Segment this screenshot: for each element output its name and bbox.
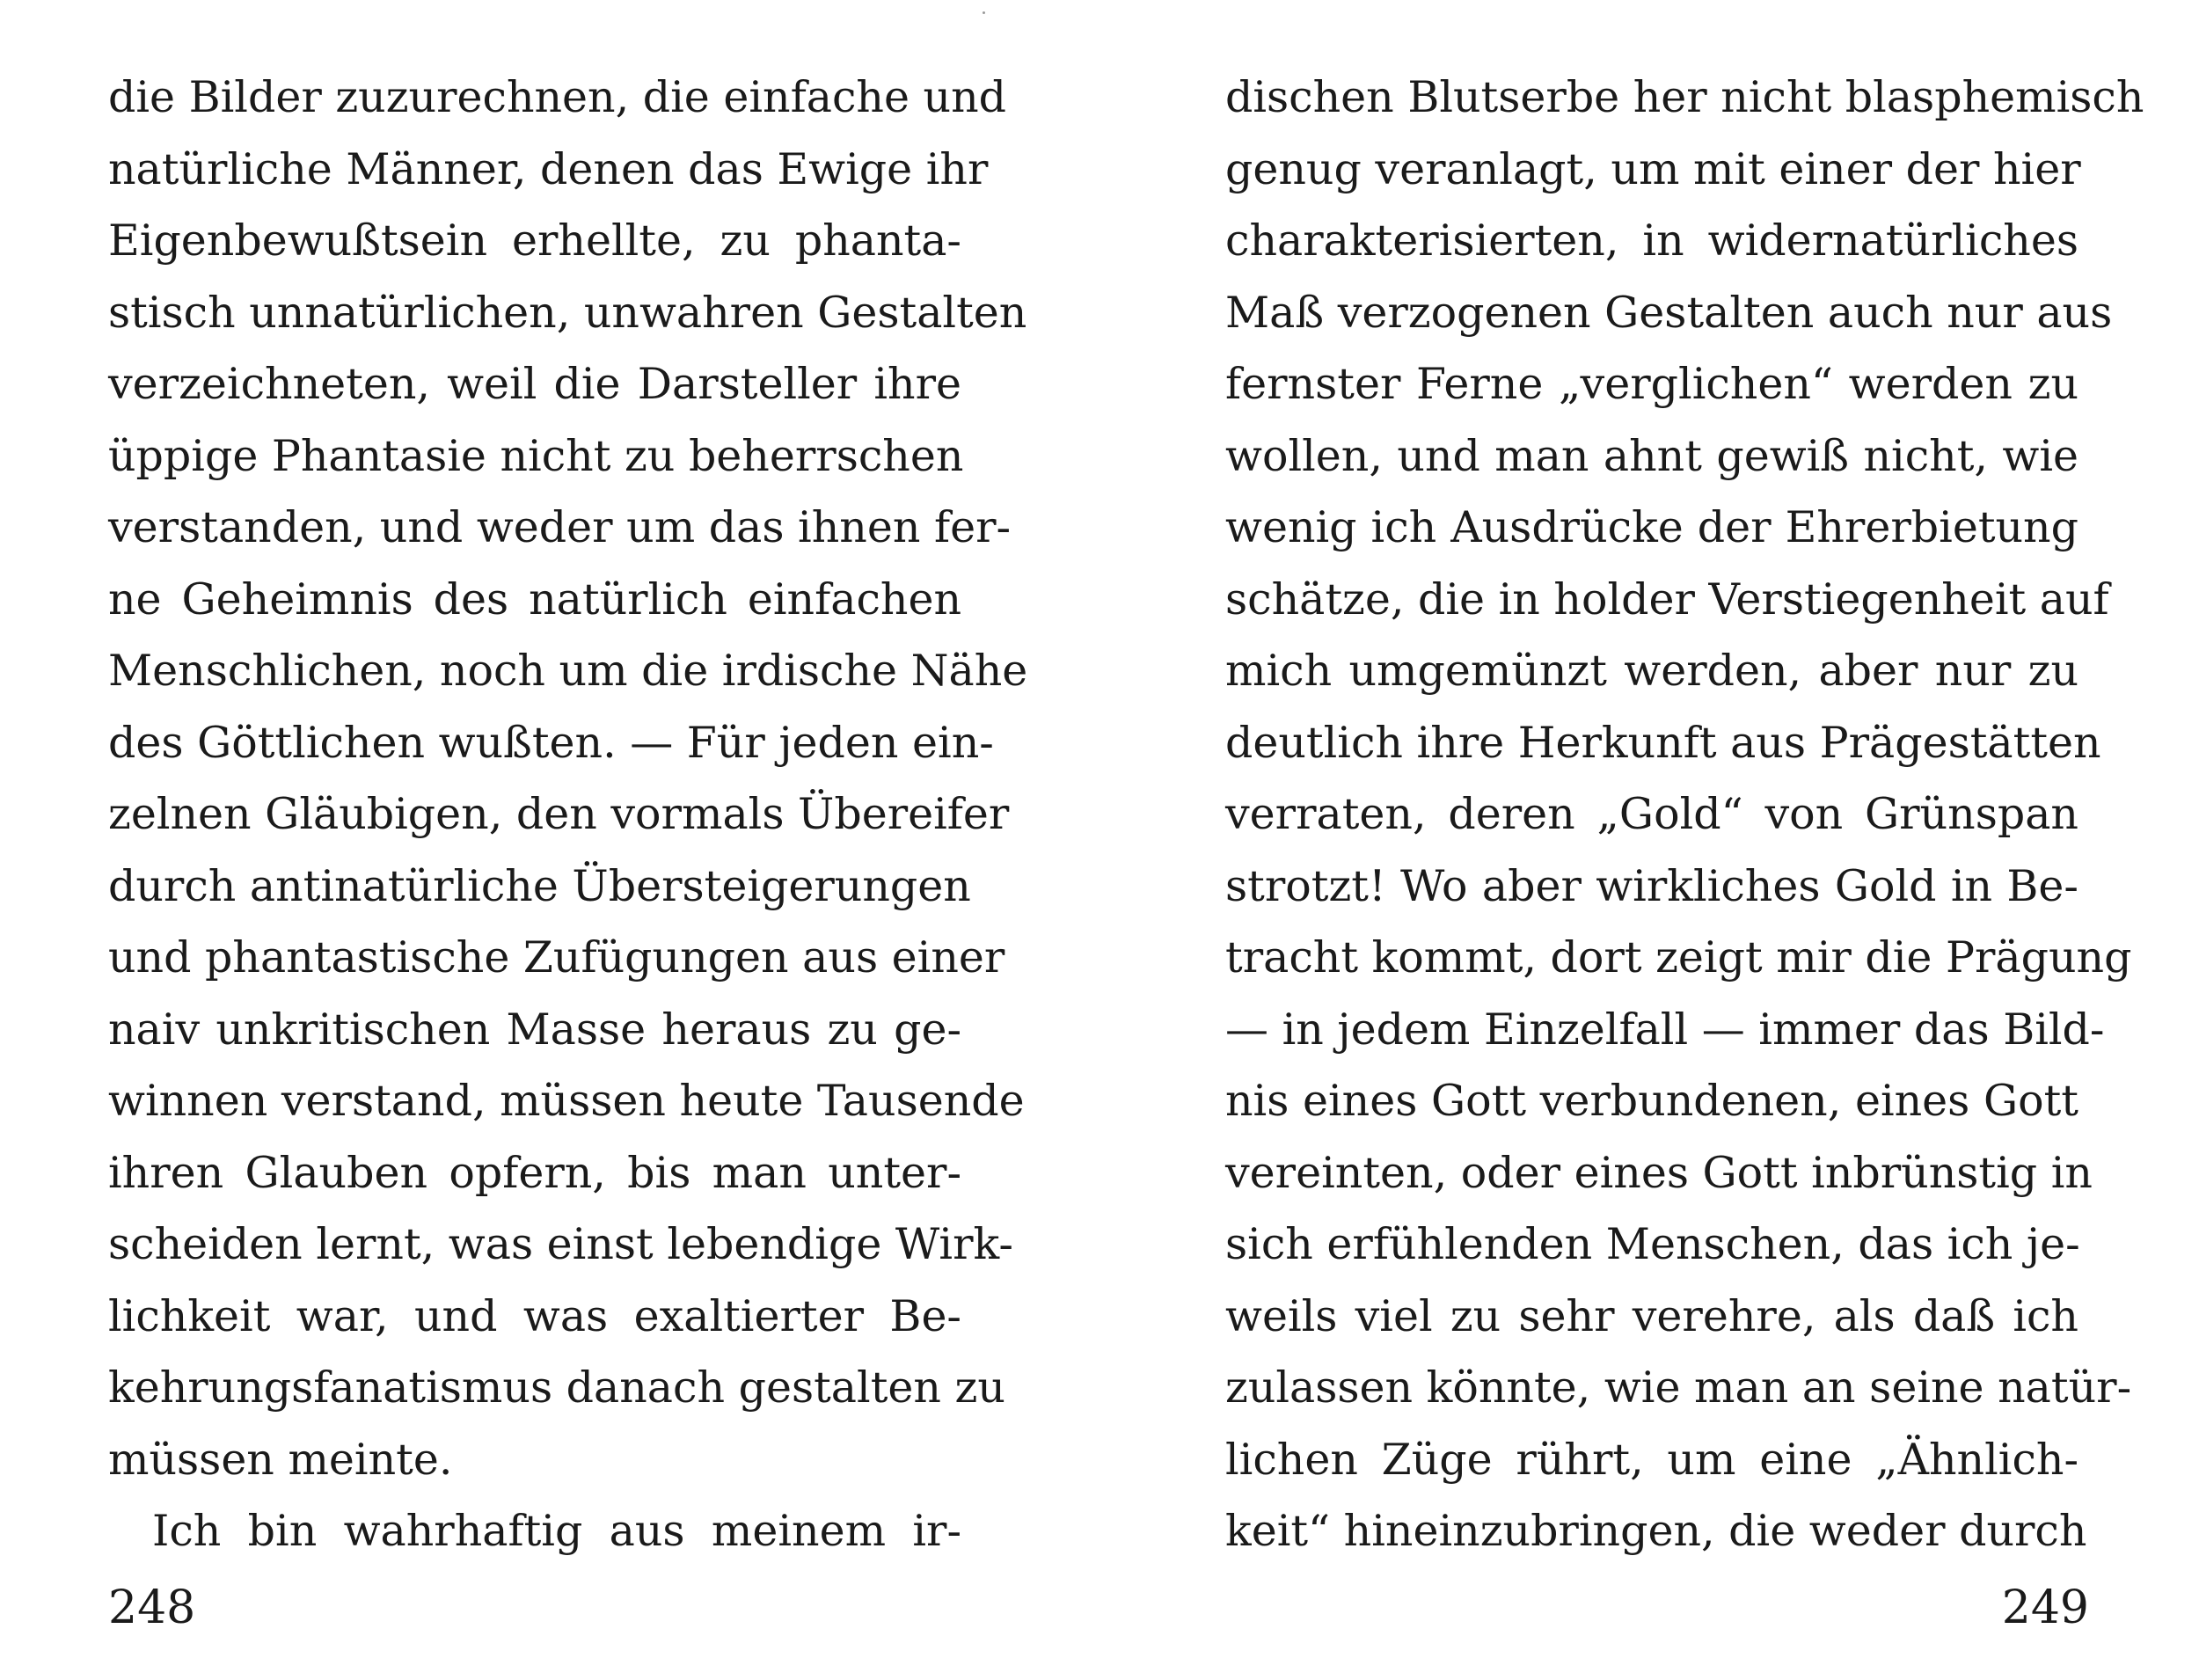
text-line: zulassen könnte, wie man an seine natür- bbox=[1225, 1362, 2132, 1413]
text-line: schätze, die in holder Verstiegenheit auf bbox=[1225, 573, 2109, 625]
text-line: keit“ hineinzubringen, die weder durch bbox=[1225, 1506, 2087, 1556]
text-line: und phantastische Zufügungen aus einer bbox=[108, 932, 1005, 982]
text-line: deutlich ihre Herkunft aus Prägestätten bbox=[1225, 717, 2101, 768]
text-line: lichen Züge rührt, um eine „Ähnlich- bbox=[1225, 1434, 2078, 1485]
text-line: die Bilder zuzurechnen, die einfache und bbox=[108, 72, 1007, 122]
right-page-text bbox=[1225, 62, 2144, 1567]
text-line: verstanden, und weder um das ihnen fer- bbox=[108, 502, 1012, 552]
text-line: des Göttlichen wußten. — Für jeden ein- bbox=[108, 717, 994, 768]
left-page-text bbox=[108, 62, 1028, 1567]
text-line: zelnen Gläubigen, den vormals Übereifer bbox=[108, 789, 1010, 839]
text-line: kehrungsfanatismus danach gestalten zu bbox=[108, 1362, 1005, 1413]
text-line: strotzt! Wo aber wirkliches Gold in Be- bbox=[1225, 860, 2078, 911]
text-line: naiv unkritischen Masse heraus zu ge- bbox=[108, 1004, 961, 1055]
text-line: Eigenbewußtsein erhellte, zu phanta- bbox=[108, 215, 961, 266]
text-line: sich erfühlenden Menschen, das ich je- bbox=[1225, 1219, 2080, 1269]
text-line: wenig ich Ausdrücke der Ehrerbietung bbox=[1225, 502, 2078, 552]
text-line: ne Geheimnis des natürlich einfachen bbox=[108, 573, 961, 625]
text-line: verzeichneten, weil die Darsteller ihre bbox=[108, 359, 961, 409]
text-line: mich umgemünzt werden, aber nur zu bbox=[1225, 646, 2078, 696]
text-line: vereinten, oder eines Gott inbrünstig in bbox=[1225, 1147, 2093, 1198]
text-line: lichkeit war, und was exaltierter Be- bbox=[108, 1290, 961, 1341]
text-line: natürliche Männer, denen das Ewige ihr bbox=[108, 143, 989, 194]
text-line: dischen Blutserbe her nicht blasphemisch bbox=[1225, 72, 2144, 122]
text-line: weils viel zu sehr verehre, als daß ich bbox=[1225, 1290, 2078, 1341]
text-line: ihren Glauben opfern, bis man unter- bbox=[108, 1147, 961, 1198]
text-line: Menschlichen, noch um die irdische Nähe bbox=[108, 646, 1028, 696]
text-line: üppige Phantasie nicht zu beherrschen bbox=[108, 430, 964, 481]
text-line: durch antinatürliche Übersteigerungen bbox=[108, 860, 971, 911]
text-line: stisch unnatürlichen, unwahren Gestalten bbox=[108, 287, 1027, 338]
text-line: nis eines Gott verbundenen, eines Gott bbox=[1225, 1076, 2078, 1126]
text-line: wollen, und man ahnt gewiß nicht, wie bbox=[1225, 430, 2078, 481]
right-page bbox=[1100, 0, 2199, 1680]
paragraph-end-line: müssen meinte. bbox=[108, 1434, 453, 1485]
paragraph-start-line: Ich bin wahrhaftig aus meinem ir- bbox=[152, 1506, 961, 1556]
page-number-left: 248 bbox=[108, 1581, 196, 1634]
text-line: tracht kommt, dort zeigt mir die Prägung bbox=[1225, 932, 2132, 982]
text-line: charakterisierten, in widernatürliches bbox=[1225, 215, 2078, 266]
text-line: Maß verzogenen Gestalten auch nur aus bbox=[1225, 287, 2113, 338]
text-line: winnen verstand, müssen heute Tausende bbox=[108, 1076, 1025, 1126]
text-line: fernster Ferne „verglichen“ werden zu bbox=[1225, 359, 2078, 409]
text-line: — in jedem Einzelfall — immer das Bild- bbox=[1225, 1004, 2105, 1055]
page-number-right: 249 bbox=[2001, 1581, 2089, 1634]
text-line: scheiden lernt, was einst lebendige Wirk- bbox=[108, 1219, 1013, 1269]
text-line: verraten, deren „Gold“ von Grünspan bbox=[1225, 789, 2078, 839]
text-line: genug veranlagt, um mit einer der hier bbox=[1225, 143, 2081, 194]
